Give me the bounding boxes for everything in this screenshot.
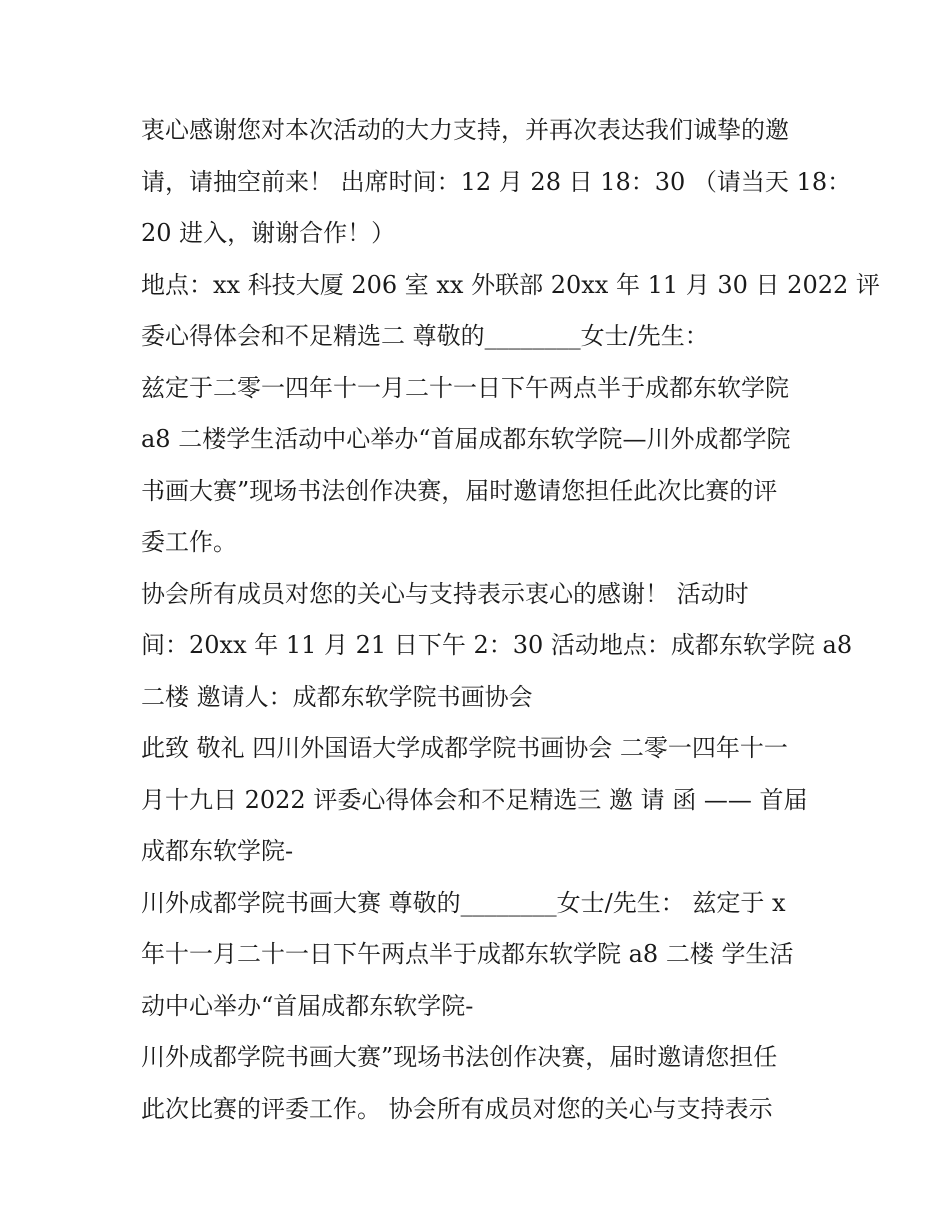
text-line: 动中心举办“首届成都东软学院- [141,991,474,1020]
text-line: 川外成都学院书画大赛”现场书法创作决赛，届时邀请您担任 [141,1043,778,1071]
text-line: 委心得体会和不足精选二 尊敬的________女士/先生： [141,322,709,350]
text-line: 协会所有成员对您的关心与支持表示衷心的感谢！ 活动时 [141,579,749,608]
text-line: 20 进入，谢谢合作！） [141,219,396,247]
text-line: 委工作。 [141,528,237,556]
text-line: 请，请抽空前来！ 出席时间：12 月 28 日 18：30 （请当天 18： [141,167,852,196]
document-body [141,110,880,1140]
text-line: 衷心感谢您对本次活动的大力支持，并再次表达我们诚挚的邀 [141,116,789,144]
text-line: 二楼 邀请人：成都东软学院书画协会 [141,682,533,711]
text-line: 成都东软学院- [141,837,294,865]
text-line: 间：20xx 年 11 月 21 日下午 2：30 活动地点：成都东软学院 a8 [141,631,853,659]
text-line: a8 二楼学生活动中心举办“首届成都东软学院—川外成都学院 [141,425,791,453]
text-line: 兹定于二零一四年十一月二十一日下午两点半于成都东软学院 [141,373,789,402]
text-line: 年十一月二十一日下午两点半于成都东软学院 a8 二楼 学生活 [141,940,794,968]
text-line: 地点：xx 科技大厦 206 室 xx 外联部 20xx 年 11 月 30 日 2022 评 [141,270,880,299]
text-line: 川外成都学院书画大赛 尊敬的________女士/先生： 兹定于 x [141,888,786,917]
text-line: 此致 敬礼 四川外国语大学成都学院书画协会 二零一四年十一 [141,734,788,762]
text-line: 书画大赛”现场书法创作决赛，届时邀请您担任此次比赛的评 [141,476,778,505]
text-line: 月十九日 2022 评委心得体会和不足精选三 邀 请 函 —— 首届 [141,785,808,814]
text-line: 此次比赛的评委工作。 协会所有成员对您的关心与支持表示 [141,1094,773,1123]
